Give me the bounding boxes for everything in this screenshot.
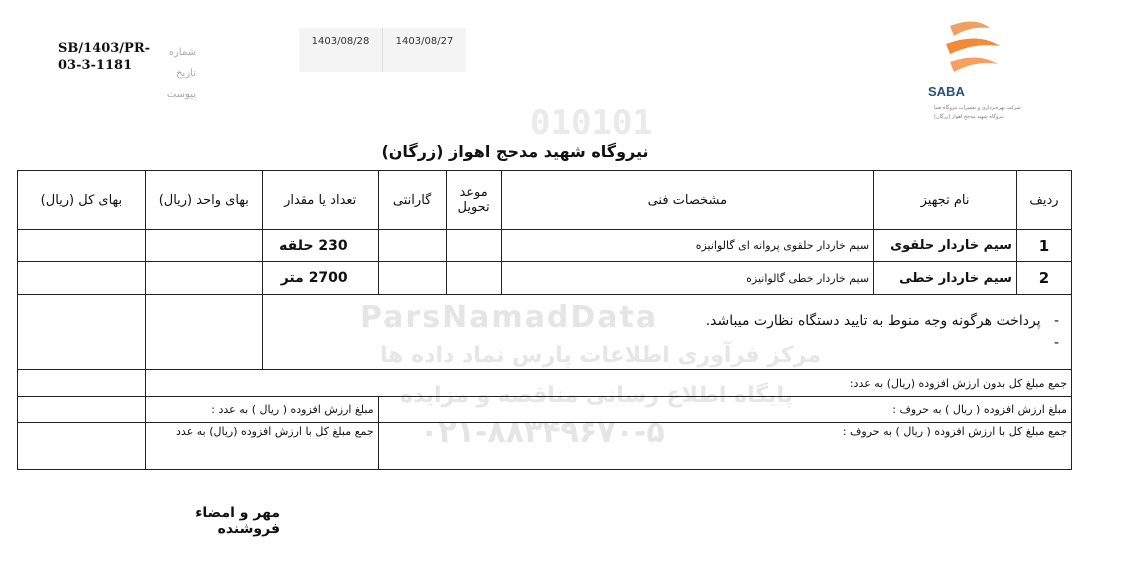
unit-price-cell [145,230,262,262]
logo-sub-2: نیروگاه شهید مدحج اهواز (زرگان) [934,114,1004,120]
total-vat-row [18,423,1072,470]
equipment-cell: سیم خاردار حلقوی [874,230,1017,262]
date-1: 1403/08/28 [311,36,370,47]
watermark-brand: ParsNamadData [360,300,659,335]
notes-cell [262,295,1071,370]
table-row [18,262,1072,295]
unit-price-cell [145,262,262,295]
date-2: 1403/08/27 [382,28,466,72]
vat-number-label: مبلغ ارزش افزوده ( ریال ) به عدد : [145,397,378,423]
header-row-no: ردیف [1016,171,1071,230]
date-box [299,28,466,72]
watermark-digits: 010101 [530,103,653,143]
saba-logo [920,14,1040,124]
header-unit-price: بهای واحد (ریال) [145,171,262,230]
total-no-vat-row [18,370,1072,397]
notes-empty-unit [145,295,262,370]
watermark-line-1: مرکز فرآوری اطلاعات پارس نماد داده ها [380,343,821,368]
notes-empty-total [18,295,146,370]
table-header-row [18,171,1072,230]
saba-logo-icon [920,14,1040,124]
quantity-cell: 230 حلقه [262,230,378,262]
vat-row [18,397,1072,423]
warranty-cell [378,230,446,262]
label-attachment: پیوست [166,89,196,100]
header-delivery: موعد تحویل [446,171,501,230]
equipment-table [17,170,1072,470]
total-no-vat-value [18,370,146,397]
header-quantity: تعداد یا مقدار [262,171,378,230]
header-specs: مشخصات فنی [501,171,874,230]
watermark-phone: ۰۲۱-۸۸۳۴۹۶۷۰-۵ [420,415,665,450]
vat-words-label: مبلغ ارزش افزوده ( ریال ) به حروف : [378,397,1071,423]
total-no-vat-label: جمع مبلغ کل بدون ارزش افزوده (ریال) به عدد: [145,370,1071,397]
reference-number: SB/1403/PR-03-3-1181 [58,41,151,73]
warranty-cell [378,262,446,295]
quantity-cell: 2700 متر [262,262,378,295]
label-date: تاریخ [176,68,196,79]
reference-labels [148,42,196,105]
note-1-text: پرداخت هرگونه وجه منوط به تایید دستگاه نظارت میباشد. [705,313,1041,329]
row-number-cell: 2 [1016,262,1071,295]
seller-seal-label: مهر و امضاء فروشنده [195,505,280,537]
total-vat-words-label: جمع مبلغ کل با ارزش افزوده ( ریال ) به حروف : [378,423,1071,470]
document-title: نیروگاه شهید مدحج اهواز (زرگان) [381,142,649,161]
total-vat-number-label: جمع مبلغ کل با ارزش افزوده (ریال) به عدد [145,423,378,470]
header-equipment: نام تجهیز [874,171,1017,230]
watermark-line-2: پایگاه اطلاع رسانی مناقصه و مزایده [400,383,793,408]
notes-row [18,295,1072,370]
header-total-price: بهای کل (ریال) [18,171,146,230]
table-row [18,230,1072,262]
specs-cell: سیم خاردار حلقوی پروانه ای گالوانیزه [501,230,874,262]
label-number: شماره [168,47,196,58]
vat-number-value [18,397,146,423]
row-number-cell: 1 [1016,230,1071,262]
specs-cell: سیم خاردار خطی گالوانیزه [501,262,874,295]
total-vat-number-value [18,423,146,470]
header-warranty: گارانتی [378,171,446,230]
logo-text: SABA [928,84,965,99]
logo-sub-1: شرکت بهره‌برداری و تعمیرات نیروگاه صبا [934,105,1021,111]
note-1: - پرداخت هرگونه وجه منوط به تایید دستگاه نظارت میباشد. [705,313,1059,329]
note-2: - [1053,335,1059,351]
total-price-cell [18,230,146,262]
equipment-cell: سیم خاردار خطی [874,262,1017,295]
delivery-cell [446,262,501,295]
delivery-cell [446,230,501,262]
total-price-cell [18,262,146,295]
